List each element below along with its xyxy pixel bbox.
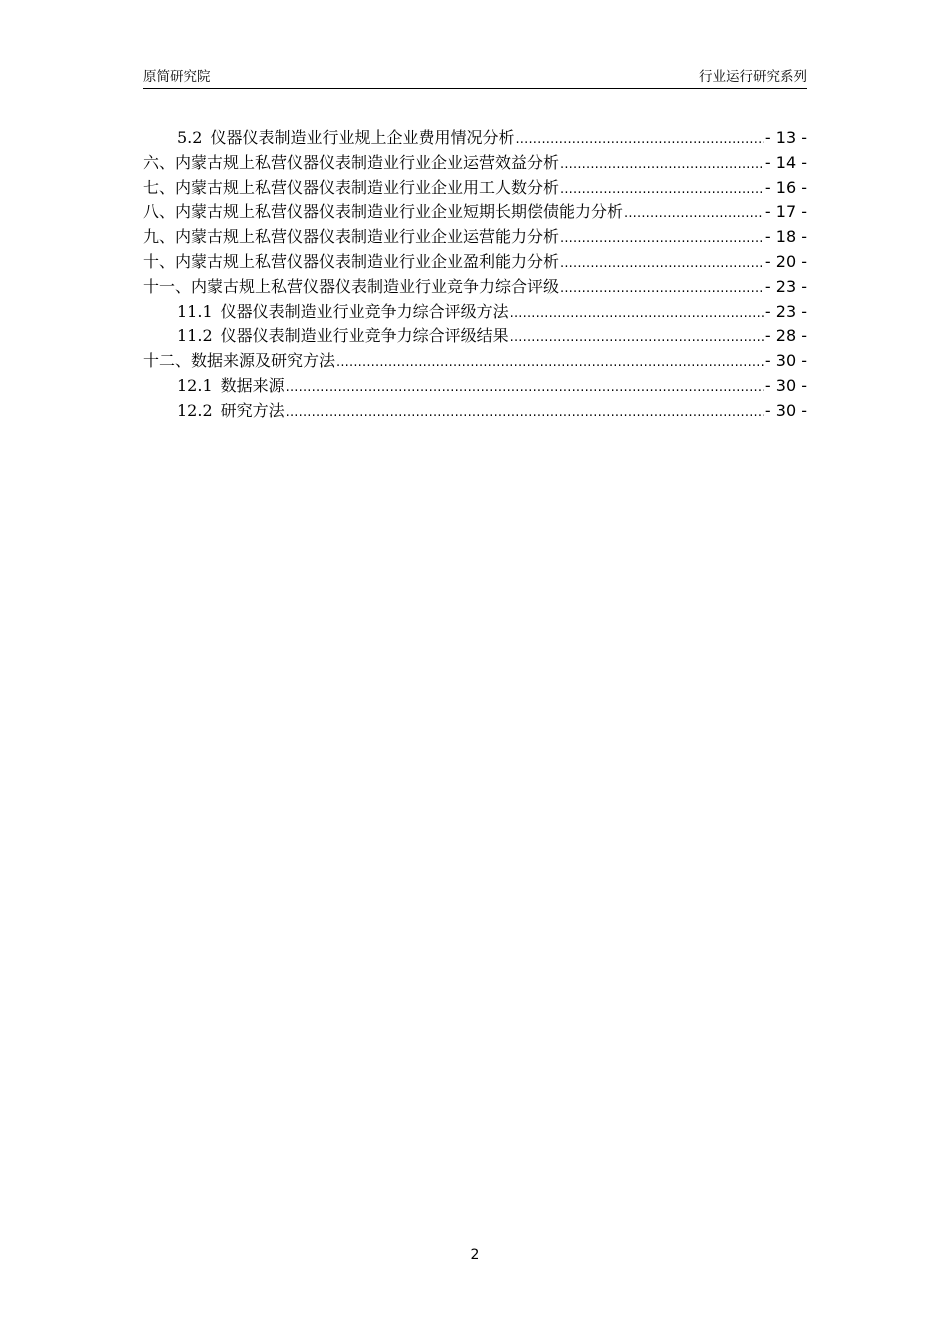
toc-entry-title: 八、内蒙古规上私营仪器仪表制造业行业企业短期长期偿债能力分析 bbox=[143, 202, 624, 222]
toc-entry-page: - 13 - bbox=[764, 128, 807, 147]
toc-entry-page: - 30 - bbox=[764, 400, 807, 420]
toc-entry-page: - 20 - bbox=[764, 251, 807, 271]
toc-dot-leader bbox=[560, 275, 764, 300]
toc-dot-leader bbox=[286, 374, 764, 399]
toc-entry-page: - 18 - bbox=[764, 227, 807, 247]
toc-entry-number: 11.1 bbox=[177, 301, 213, 321]
toc-entry-title: 七、内蒙古规上私营仪器仪表制造业行业企业用工人数分析 bbox=[143, 177, 560, 197]
toc-entry[interactable] bbox=[143, 349, 807, 374]
toc-entry-title: 九、内蒙古规上私营仪器仪表制造业行业企业运营能力分析 bbox=[143, 227, 560, 247]
toc-entry[interactable] bbox=[143, 399, 807, 424]
toc-entry-number: 12.2 bbox=[177, 400, 213, 420]
toc-entry-title: 仪器仪表制造业行业规上企业费用情况分析 bbox=[210, 128, 515, 147]
toc-dot-leader bbox=[560, 151, 764, 176]
toc-entry-page: - 30 - bbox=[764, 375, 807, 395]
toc-entry-title: 仪器仪表制造业行业竞争力综合评级方法 bbox=[220, 301, 509, 321]
toc-entry-number: 5.2 bbox=[177, 128, 203, 147]
toc-entry[interactable] bbox=[143, 250, 807, 275]
page-header bbox=[143, 68, 807, 89]
toc-entry-title: 仪器仪表制造业行业竞争力综合评级结果 bbox=[220, 326, 509, 346]
header-series-name: 行业运行研究系列 bbox=[699, 69, 807, 85]
page-number: 2 bbox=[470, 1247, 480, 1263]
toc-dot-leader bbox=[510, 324, 764, 349]
toc-entry[interactable] bbox=[143, 275, 807, 300]
toc-entry[interactable] bbox=[143, 126, 807, 151]
toc-entry[interactable] bbox=[143, 374, 807, 399]
toc-entry-title: 数据来源 bbox=[220, 375, 285, 395]
toc-entry[interactable] bbox=[143, 200, 807, 225]
toc-dot-leader bbox=[515, 126, 763, 151]
toc-entry[interactable] bbox=[143, 151, 807, 176]
toc-entry-title: 十二、数据来源及研究方法 bbox=[143, 351, 336, 371]
header-org-name: 原简研究院 bbox=[143, 69, 211, 85]
toc-dot-leader bbox=[560, 250, 764, 275]
toc-entry-number: 11.2 bbox=[177, 326, 213, 346]
toc-entry-number: 12.1 bbox=[177, 375, 213, 395]
toc-entry-page: - 14 - bbox=[764, 152, 807, 172]
toc-entry-page: - 28 - bbox=[764, 326, 807, 346]
toc-dot-leader bbox=[286, 399, 764, 424]
toc-dot-leader bbox=[560, 176, 764, 201]
toc-dot-leader bbox=[510, 300, 764, 325]
toc-entry-page: - 30 - bbox=[764, 351, 807, 371]
toc-dot-leader bbox=[624, 200, 764, 225]
toc-dot-leader bbox=[560, 225, 764, 250]
toc-entry-title: 研究方法 bbox=[220, 400, 285, 420]
toc-entry[interactable] bbox=[143, 176, 807, 201]
toc-entry[interactable] bbox=[143, 300, 807, 325]
toc-entry-title: 六、内蒙古规上私营仪器仪表制造业行业企业运营效益分析 bbox=[143, 152, 560, 172]
toc-dot-leader bbox=[336, 349, 764, 374]
toc-entry-page: - 23 - bbox=[764, 276, 807, 296]
toc-entry-page: - 23 - bbox=[764, 301, 807, 321]
toc-entry-page: - 17 - bbox=[764, 202, 807, 222]
toc-entry[interactable] bbox=[143, 324, 807, 349]
toc-entry-title: 十一、内蒙古规上私营仪器仪表制造业行业竞争力综合评级 bbox=[143, 276, 560, 296]
page-footer bbox=[0, 1246, 950, 1264]
toc-entry[interactable] bbox=[143, 225, 807, 250]
table-of-contents bbox=[143, 126, 807, 424]
toc-entry-title: 十、内蒙古规上私营仪器仪表制造业行业企业盈利能力分析 bbox=[143, 251, 560, 271]
toc-entry-page: - 16 - bbox=[764, 177, 807, 197]
